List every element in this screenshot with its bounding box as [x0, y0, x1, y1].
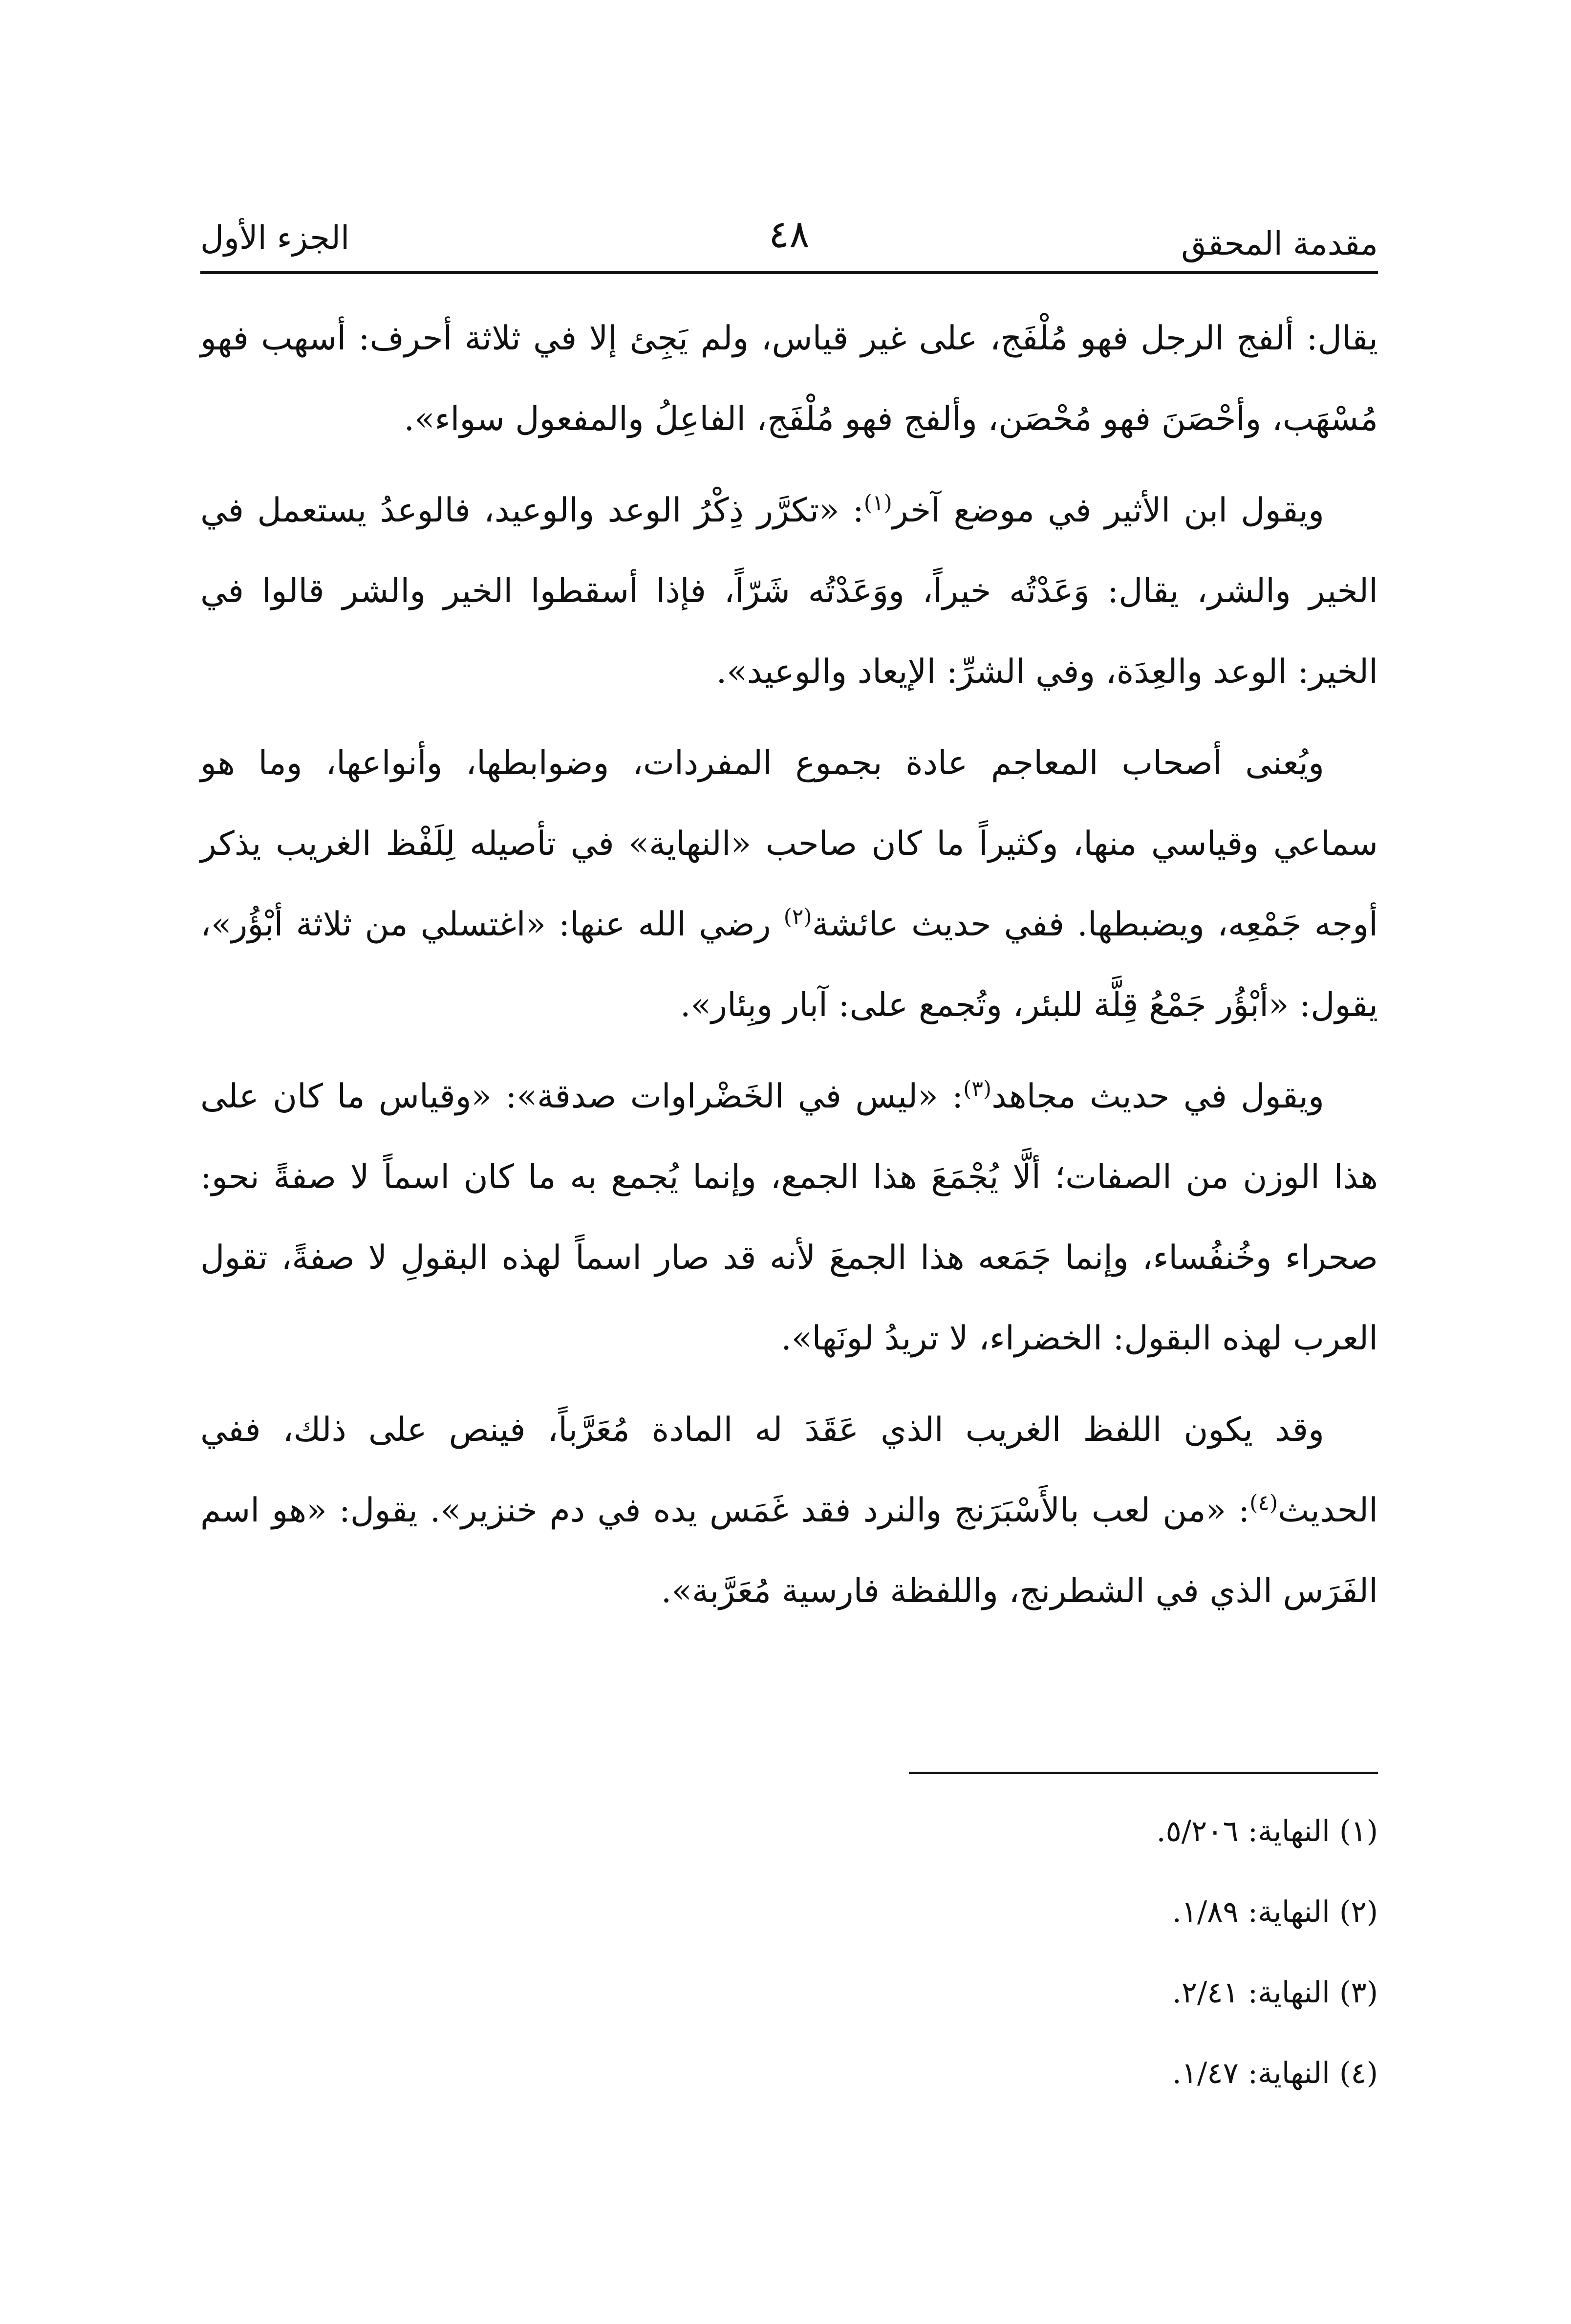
paragraph: [200, 723, 1378, 1045]
paragraph: يقال: ألفج الرجل فهو مُلْفَج، على غير قياس، ولم يَجِئ إلا في ثلاثة أحرف: أسهب فهو مُسْهَب، وأحْصَنَ فهو مُحْصَن، وألفج فهو مُلْفَج، الفاعِلُ والمفعول سواء».: [200, 319, 1378, 438]
paragraph-text: رضي الله عنها: «اغتسلي من ثلاثة أبْؤُر»، يقول: «أبْؤُر جَمْعُ قِلَّة للبئر، وتُجمع على: آبار وبِئار».: [200, 905, 1378, 1024]
paragraph-text: : «من لعب بالأَسْبَرَنج والنرد فقد غَمَس يده في دم خنزير». يقول: «هو اسم الفَرَس الذي في الشطرنج، واللفظة فارسية مُعَرَّبة».: [200, 1491, 1378, 1610]
footnote-reference[interactable]: (١): [863, 490, 892, 516]
footnote-reference[interactable]: (٤): [1249, 1490, 1278, 1516]
paragraph-text: ويقول في حديث مجاهد: [991, 1077, 1324, 1116]
paragraph-text: : «ليس في الخَضْراوات صدقة»: «وقياس ما كان على هذا الوزن من الصفات؛ ألَّا يُجْمَعَ هذا الجمع، وإنما يُجمع به ما كان اسماً لا صفةً نحو: صحراء وخُنفُساء، وإنما جَمَعه هذا الجمعَ لأنه قد صار اسماً لهذه البقولِ لا صفةً، تقول العرب لهذه البقول: الخضراء، لا تريدُ لونَها».: [200, 1077, 1378, 1358]
paragraph-text: : «تكرَّر ذِكْرُ الوعد والوعيد، فالوعدُ يستعمل في الخير والشر، يقال: وَعَدْتُه خيراً، ووَعَدْتُه شَرّاً، فإذا أسقطوا الخير والشر قالوا في الخير: الوعد والعِدَة، وفي الشرِّ: الإيعاد والوعيد».: [200, 491, 1378, 691]
footnote-item: (٢) النهاية: ١/٨٩.: [1172, 1895, 1378, 1929]
footnote-item: (١) النهاية: ٥/٢٠٦.: [1156, 1814, 1378, 1848]
paragraph-text: ويقول ابن الأثير في موضع آخر: [892, 491, 1324, 530]
paragraph: [200, 1390, 1378, 1631]
paragraph-text: ويُعنى أصحاب المعاجم عادة بجموع المفردات، وضوابطها، وأنواعها، وما هو سماعي وقياسي منها، وكثيراً ما كان صاحب «النهاية» في تأصيله لِلَفْظ الغريب يذكر أوجه جَمْعِه، ويضبطها. ففي حديث عائشة: [200, 744, 1378, 944]
footnotes: [831, 1791, 1378, 2114]
footnote-divider: [909, 1772, 1378, 1774]
main-text: [200, 298, 1378, 1642]
paragraph: [200, 470, 1378, 712]
footnote-reference[interactable]: (٢): [783, 904, 812, 930]
section-title: مقدمة المحقق: [1181, 225, 1378, 262]
footnote-item: (٣) النهاية: ٢/٤١.: [1172, 1976, 1378, 2010]
header-divider: [200, 271, 1378, 274]
paragraph: [200, 1056, 1378, 1379]
footnote-reference[interactable]: (٣): [963, 1076, 992, 1102]
paragraph-text: وقد يكون اللفظ الغريب الذي عَقَدَ له المادة مُعَرَّباً، فينص على ذلك، ففي الحديث: [200, 1411, 1378, 1530]
volume-label: الجزء الأول: [200, 219, 350, 257]
running-header: [200, 208, 1378, 271]
page-number: ٤٨: [769, 213, 810, 257]
footnote-item: (٤) النهاية: ١/٤٧.: [1172, 2056, 1378, 2090]
